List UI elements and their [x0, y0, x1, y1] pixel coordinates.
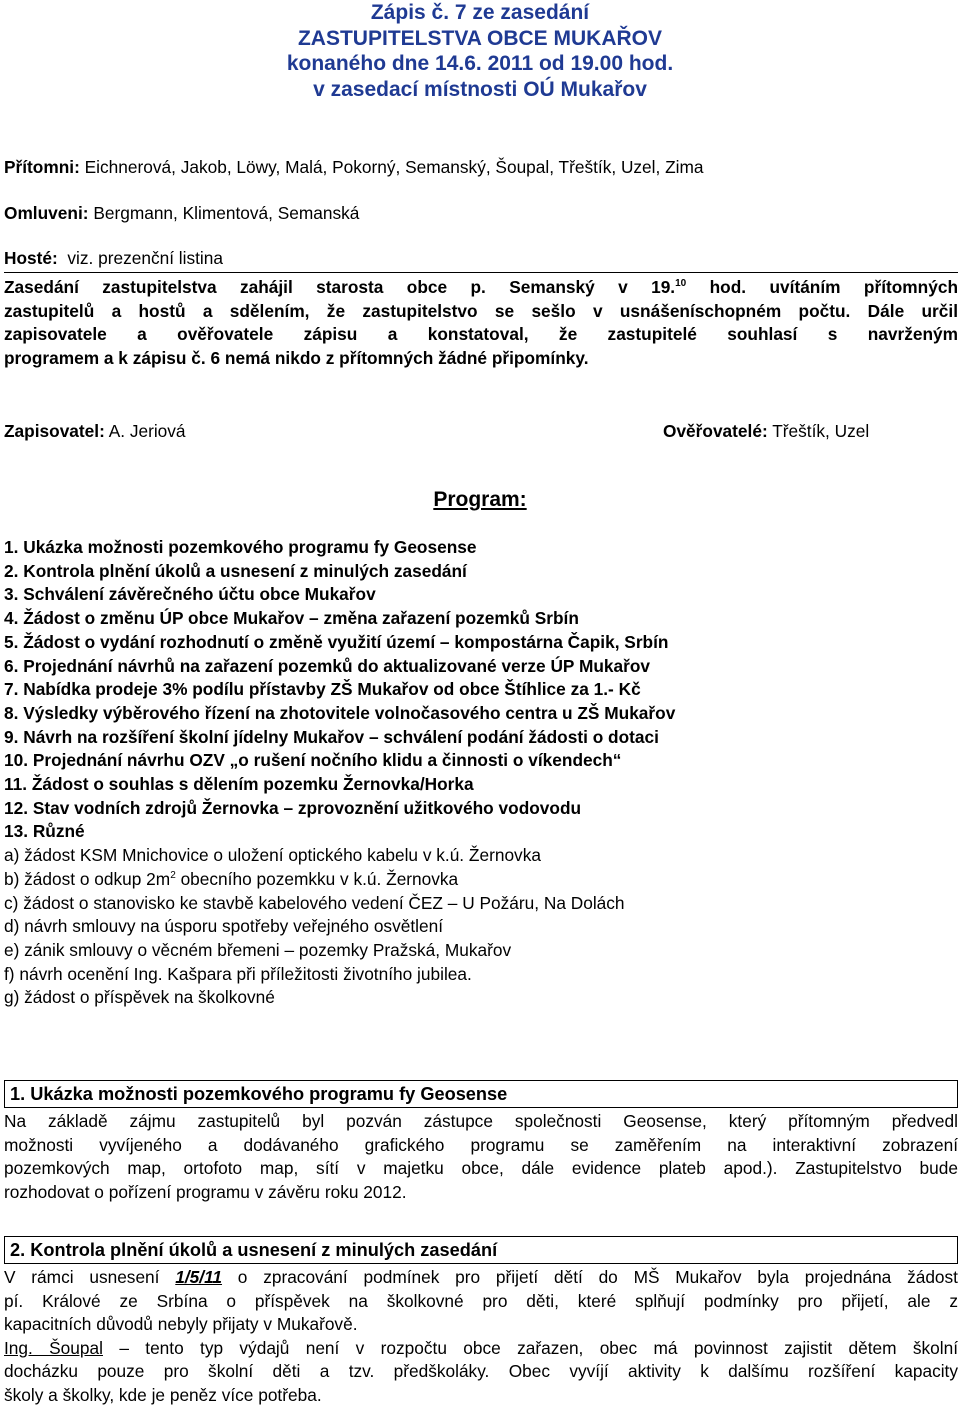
header-date: konaného dne 14.6. 2011 od 19.00 hod. — [286, 52, 674, 75]
program-item: 12. Stav vodních zdrojů Žernovka – zprovoznění užitkového vodovodu — [4, 797, 582, 818]
excused-value: Bergmann, Klimentová, Semanská — [93, 203, 360, 223]
recorder-value: A. Jeriová — [108, 421, 186, 441]
program-subitem: e) zánik smlouvy o věcném břemeni – pozemky Pražská, Mukařov — [4, 939, 512, 960]
opening-line-2: zastupitelů a hostů a sdělením, že zastupitelstvo se sešlo v usnášeníschopném počtu. Dále určil — [4, 300, 958, 321]
program-subitem: g) žádost o příspěvek na školkovné — [4, 987, 275, 1008]
resolution-reference: 1/5/11 — [175, 1267, 223, 1287]
excused-row — [4, 202, 359, 224]
program-subitem: c) žádost o stanovisko ke stavbě kabelového vedení ČEZ – U Požáru, Na Dolách — [4, 892, 625, 913]
section-1-title: 1. Ukázka možnosti pozemkového programu fy Geosense — [10, 1084, 508, 1104]
program-subitem: d) návrh smlouvy na úsporu spotřeby veřejného osvětlení — [4, 916, 443, 937]
program-item: 9. Návrh na rozšíření školní jídelny Mukařov – schválení podání žádosti o dotaci — [4, 726, 659, 747]
opening-paragraph — [4, 276, 958, 370]
divider — [4, 272, 958, 273]
program-title: Program: — [433, 488, 527, 511]
program-item: 5. Žádost o vydání rozhodnutí o změně využití území – kompostárna Čapik, Srbín — [4, 631, 669, 652]
present-label: Přítomni: — [4, 157, 80, 177]
opening-line-3: zapisovatele a ověřovatele zápisu a konstatoval, že zastupitelé souhlasí s navrženým — [4, 324, 958, 344]
program-item: 8. Výsledky výběrového řízení na zhotovitele volnočasového centra u ZŠ Mukařov — [4, 702, 676, 723]
verifiers-row — [663, 420, 869, 442]
header-title: Zápis č. 7 ze zasedání — [370, 1, 590, 24]
verifiers-value: Třeštík, Uzel — [772, 421, 870, 441]
program-item: 10. Projednání návrhu OZV „o rušení nočního klidu a činnosti o víkendech“ — [4, 750, 622, 771]
excused-label: Omluveni: — [4, 203, 89, 223]
program-list — [4, 536, 675, 1010]
program-item: 3. Schválení závěrečného účtu obce Mukařov — [4, 584, 376, 605]
program-item: 6. Projednání návrhů na zařazení pozemků do aktualizované verze ÚP Mukařov — [4, 655, 651, 676]
program-item: 13. Různé — [4, 821, 85, 842]
opening-line-4: programem a k zápisu č. 6 nemá nikdo z přítomných žádné připomínky. — [4, 347, 589, 368]
section-2-body: V rámci usnesení 1/5/11 o zpracování podmínek pro přijetí dětí do MŠ Mukařov byla projednána žádost pí. Králové ze Srbína o příspěvek na školkovné pro děti, které splňují podmínky pro přijetí, ale z kapacitních důvodů nebyly přijaty v Mukařově. Ing. Šoupal – tento typ výdajů není v rozpočtu obce zařazen, obec má povinnost zajistit dětem školní docházku pouze pro školní děti a tzv. předškoláky. Obec vyvíjí aktivity k dalšímu rozšíření kapacity školy a školky, kde je peněz více potřeba. — [4, 1267, 959, 1405]
recorder-row — [4, 420, 186, 442]
verifiers-label: Ověřovatelé: — [663, 421, 768, 441]
document-header — [0, 0, 960, 102]
section-2-title: 2. Kontrola plnění úkolů a usnesení z minulých zasedání — [10, 1240, 498, 1260]
speaker-name: Ing. Šoupal — [4, 1337, 103, 1358]
guests-row — [4, 247, 223, 269]
program-item: 11. Žádost o souhlas s dělením pozemku Žernovka/Horka — [4, 774, 474, 795]
section-1-body: Na základě zájmu zastupitelů byl pozván zástupce společnosti Geosense, který přítomným předvedl možnosti vyvíjeného a dodávaného grafického programu se zaměřením na interaktivní zobrazení pozemkových map, ortofoto map, sítí v majetku obce, dále evidence plateb apod.). Zastupitelstvo bude rozhodovat o pořízení programu v závěru roku 2012. — [4, 1111, 958, 1202]
program-item: 1. Ukázka možnosti pozemkového programu fy Geosense — [4, 537, 477, 557]
program-subitem: a) žádost KSM Mnichovice o uložení optického kabelu v k.ú. Žernovka — [4, 845, 541, 866]
present-value: Eichnerová, Jakob, Löwy, Malá, Pokorný, Semanský, Šoupal, Třeštík, Uzel, Zima — [84, 157, 704, 177]
program-subitem: f) návrh ocenění Ing. Kašpara při příležitosti životního jubilea. — [4, 963, 472, 984]
present-row — [4, 156, 704, 178]
header-council: ZASTUPITELSTVA OBCE MUKAŘOV — [297, 26, 662, 50]
program-item: 7. Nabídka prodeje 3% podílu přístavby ZŠ Mukařov od obce Štíhlice za 1.- Kč — [4, 679, 641, 700]
recorder-label: Zapisovatel: — [4, 421, 105, 441]
program-subitem: b) žádost o odkup $2m^2$ obecního pozemkku v k.ú. Žernovka — [4, 868, 459, 889]
program-item: 4. Žádost o změnu ÚP obce Mukařov – změna zařazení pozemků Srbín — [4, 608, 579, 629]
opening-line-1: Zasedání zastupitelstva zahájil starosta obce p. Semanský v 19.10 hod. uvítáním přítomných — [4, 277, 959, 297]
header-venue: v zasedací místnosti OÚ Mukařov — [313, 77, 647, 101]
guests-value: viz. prezenční listina — [67, 248, 223, 268]
guests-label: Hosté: — [4, 248, 58, 268]
program-item: 2. Kontrola plnění úkolů a usnesení z minulých zasedání — [4, 560, 467, 581]
